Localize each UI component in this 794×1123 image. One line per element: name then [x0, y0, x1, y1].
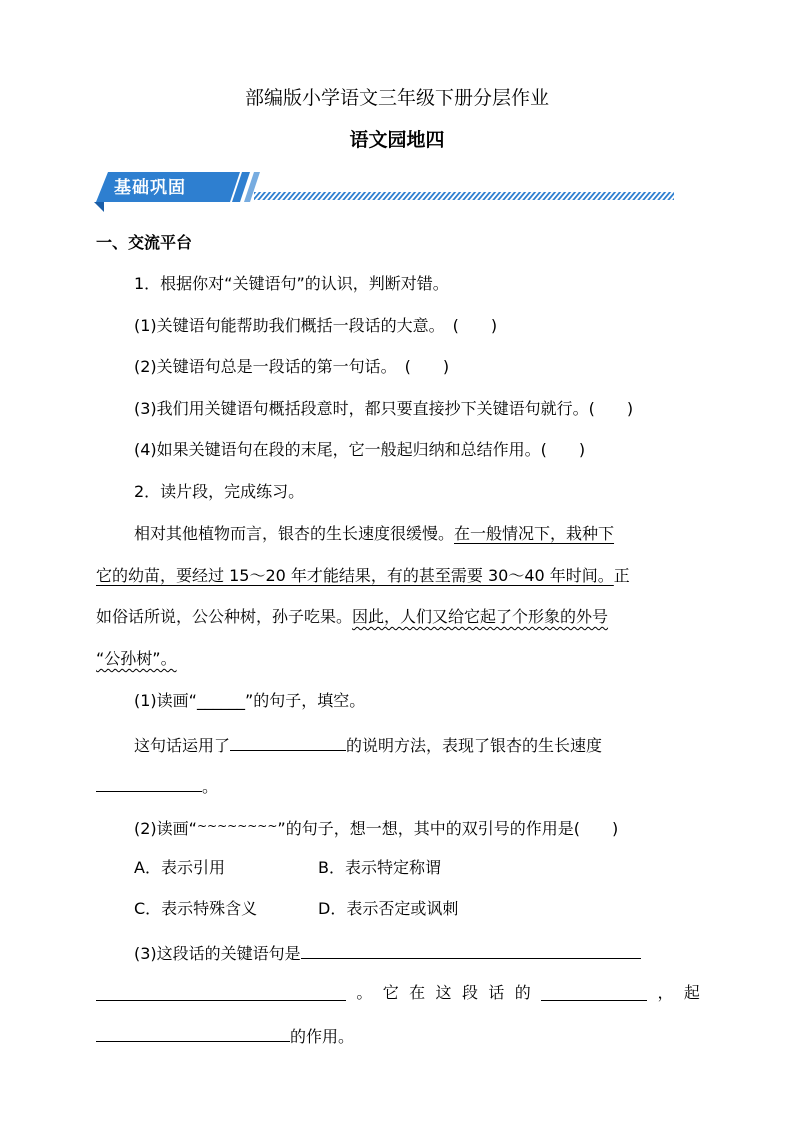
section-title: 语文园地四	[349, 129, 445, 151]
answer-blank[interactable]	[96, 1022, 290, 1042]
subquestion-3-text: (3)这段话的关键语句是	[134, 944, 301, 963]
option-d[interactable]: D．表示否定或讽刺	[318, 899, 459, 918]
banner-label: 基础巩固	[114, 178, 186, 198]
straight-line-sample: ______	[196, 691, 245, 710]
fill-text: 话	[488, 983, 505, 1002]
subquestion-3-line-3	[96, 1022, 354, 1049]
subquestion-2	[134, 814, 618, 841]
page-title: 部编版小学语文三年级下册分层作业	[244, 87, 549, 109]
answer-blank[interactable]	[301, 939, 641, 959]
passage-line-4	[96, 647, 177, 671]
wavy-underlined-sentence: 因此，人们又给它起了个形象的外号	[352, 607, 609, 626]
subquestion-3	[134, 939, 641, 966]
passage-line-2	[96, 564, 630, 588]
subquestion-2-end: ”的句子，想一想，其中的双引号的作用是( )	[277, 819, 619, 838]
question-2-stem: 2．读片段，完成练习。	[134, 482, 305, 501]
subquestion-1-fill-cont	[96, 772, 218, 799]
question-1-item-1: (1)关键语句能帮助我们概括一段话的大意。 ( )	[134, 316, 498, 335]
answer-blank[interactable]	[96, 981, 346, 1001]
option-c[interactable]: C．表示特殊含义	[134, 899, 258, 918]
underlined-sentence: 它的幼苗，要经过 15～20 年才能结果，有的甚至需要 30～40 年时间。	[96, 566, 614, 585]
answer-blank[interactable]	[96, 772, 202, 792]
subquestion-1-start: (1)读画“	[134, 691, 197, 710]
subquestion-1-fill	[134, 731, 602, 758]
question-1-item-4: (4)如果关键语句在段的末尾，它一般起归纳和总结作用。( )	[134, 440, 586, 459]
passage-text: 如俗话所说，公公种树，孙子吃果。	[96, 607, 353, 626]
wavy-underlined-sentence: “公孙树”。	[96, 649, 177, 668]
subquestion-1	[134, 689, 365, 713]
passage-line-1	[134, 522, 614, 546]
fill-text: 在	[409, 983, 426, 1002]
fill-text: 起	[683, 983, 700, 1002]
subquestion-3-line-2	[96, 981, 700, 1005]
passage-text: 相对其他植物而言，银杏的生长速度很缓慢。	[134, 524, 455, 543]
passage-text: 正	[613, 566, 630, 585]
part-heading: 一、交流平台	[96, 233, 193, 252]
passage-line-3	[96, 605, 608, 629]
question-1-stem: 1．根据你对“关键语句”的认识，判断对错。	[134, 274, 449, 293]
subquestion-1-end: ”的句子，填空。	[244, 691, 366, 710]
fill-text: 。	[202, 777, 219, 796]
subquestion-2-start: (2)读画“	[134, 819, 197, 838]
question-1-item-3: (3)我们用关键语句概括段意时，都只要直接抄下关键语句就行。( )	[134, 399, 634, 418]
fill-text: 的说明方法，表现了银杏的生长速度	[346, 736, 603, 755]
fill-text: 它	[382, 983, 399, 1002]
fill-text: 。	[356, 983, 373, 1002]
question-1-item-2: (2)关键语句总是一段话的第一句话。 ( )	[134, 357, 450, 376]
fill-text: 段	[461, 983, 478, 1002]
fill-text: 这	[435, 983, 452, 1002]
answer-blank[interactable]	[541, 981, 647, 1001]
option-a[interactable]: A．表示引用	[134, 858, 225, 877]
wavy-line-sample: ~~~~~~~~	[196, 819, 278, 833]
answer-blank[interactable]	[230, 731, 346, 751]
fill-text: 这句话运用了	[134, 736, 231, 755]
fill-text: 的	[514, 983, 531, 1002]
underlined-sentence: 在一般情况下，栽种下	[454, 524, 615, 543]
fill-text: 的作用。	[290, 1027, 355, 1046]
fill-text: ，	[657, 983, 674, 1002]
option-b[interactable]: B．表示特定称谓	[318, 858, 441, 877]
